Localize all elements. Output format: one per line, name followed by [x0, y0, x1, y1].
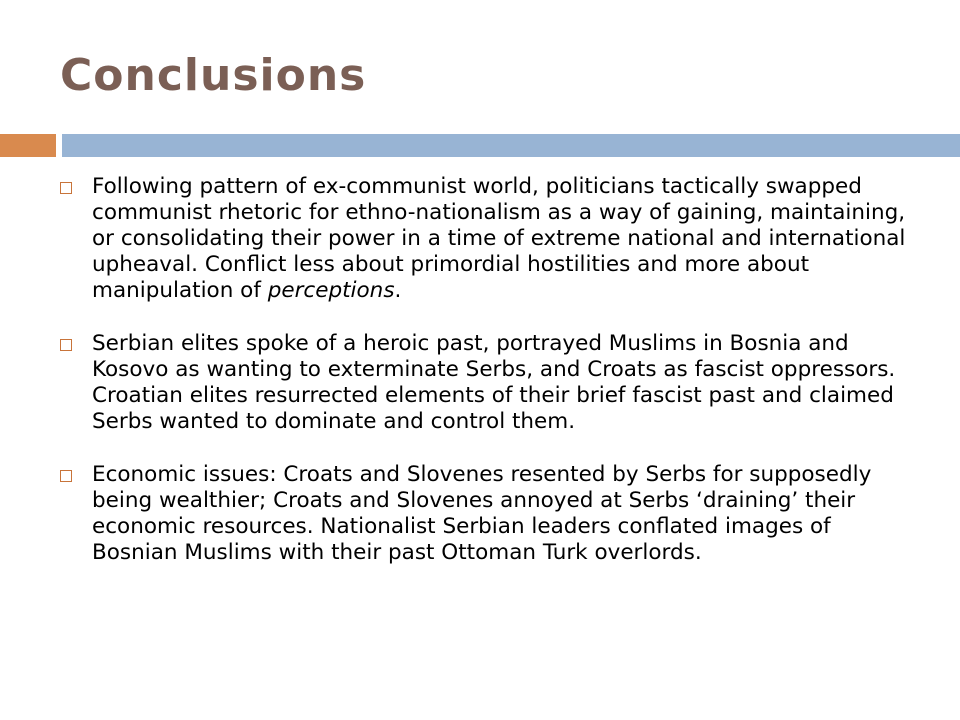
bullet-text-end: .: [394, 278, 402, 303]
slide-title: Conclusions: [60, 50, 367, 101]
bullet-list: [60, 174, 910, 593]
square-bullet-icon: [60, 182, 72, 194]
square-bullet-icon: [60, 339, 72, 351]
bullet-text-main: Following pattern of ex-communist world, politicians tactically swapped communist rhetoric for ethno-nationalism as a way of gaining, maintaining, or consolidating their power in a time of extreme national and international upheaval. Conflict less about primordial hostilities and more about manipulation of: [92, 174, 906, 303]
bullet-text: Serbian elites spoke of a heroic past, portrayed Muslims in Bosnia and Kosovo as wanting to exterminate Serbs, and Croats as fascist oppressors. Croatian elites resurrected elements of their brief fascist past and claimed Serbs wanted to dominate and control them.: [92, 331, 896, 434]
square-bullet-icon: [60, 470, 72, 482]
bullet-item: [60, 174, 910, 304]
bullet-item: [60, 331, 910, 435]
bullet-text: Economic issues: Croats and Slovenes resented by Serbs for supposedly being wealthier; Croats and Slovenes annoyed at Serbs ‘draining’ their economic resources. Nationalist Serbian leaders conflated images of Bosnian Muslims with their past Ottoman Turk overlords.: [92, 462, 872, 565]
title-accent-bar-orange: [0, 134, 56, 157]
bullet-item: [60, 462, 910, 566]
bullet-text: [92, 174, 910, 304]
title-accent-bar-blue: [62, 134, 960, 157]
bullet-text-emphasis: perceptions: [267, 278, 395, 303]
